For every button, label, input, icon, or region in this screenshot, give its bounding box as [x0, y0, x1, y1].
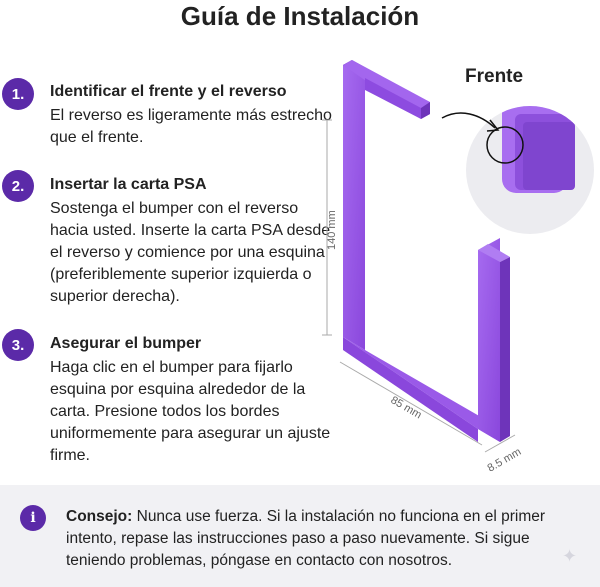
step-number-badge: 1. [2, 78, 34, 110]
depth-dimension-label: 8.5 mm [485, 445, 524, 475]
step-title: Asegurar el bumper [50, 335, 202, 352]
front-label: Frente [465, 66, 524, 87]
tip-text [66, 506, 586, 572]
step-number-badge: 2. [2, 170, 34, 202]
bumper-diagram [310, 50, 600, 480]
info-icon: i [20, 505, 46, 531]
width-dimension-label: 85 mm [388, 394, 424, 422]
step-description: Sostenga el bumper con el reverso hacia usted. Inserte la carta PSA desde el reverso y comience por una esquina (preferiblemente superior izquierda o superior derecha). [50, 200, 331, 305]
step-description: El reverso es ligeramente más estrecho que el frente. [50, 107, 332, 146]
step-title: Identificar el frente y el reverso [50, 83, 287, 100]
tip-body: Nunca use fuerza. Si la instalación no funciona en el primer intento, repase las instrucciones paso a paso nuevamente. Si sigue teniendo problemas, póngase en contacto con nosotros. [66, 508, 546, 569]
height-dimension-label: 140 mm [326, 210, 338, 250]
sparkle-icon: ✦ [562, 546, 578, 566]
step-description: Haga clic en el bumper para fijarlo esquina por esquina alrededor de la carta. Presione todos los bordes uniformemente para asegurar un ajuste firme. [50, 359, 331, 464]
step-number-badge: 3. [2, 329, 34, 361]
tip-label: Consejo: [66, 508, 133, 525]
tip-box [0, 485, 600, 587]
page-title: Guía de Instalación [180, 1, 420, 31]
step-title: Insertar la carta PSA [50, 176, 207, 193]
